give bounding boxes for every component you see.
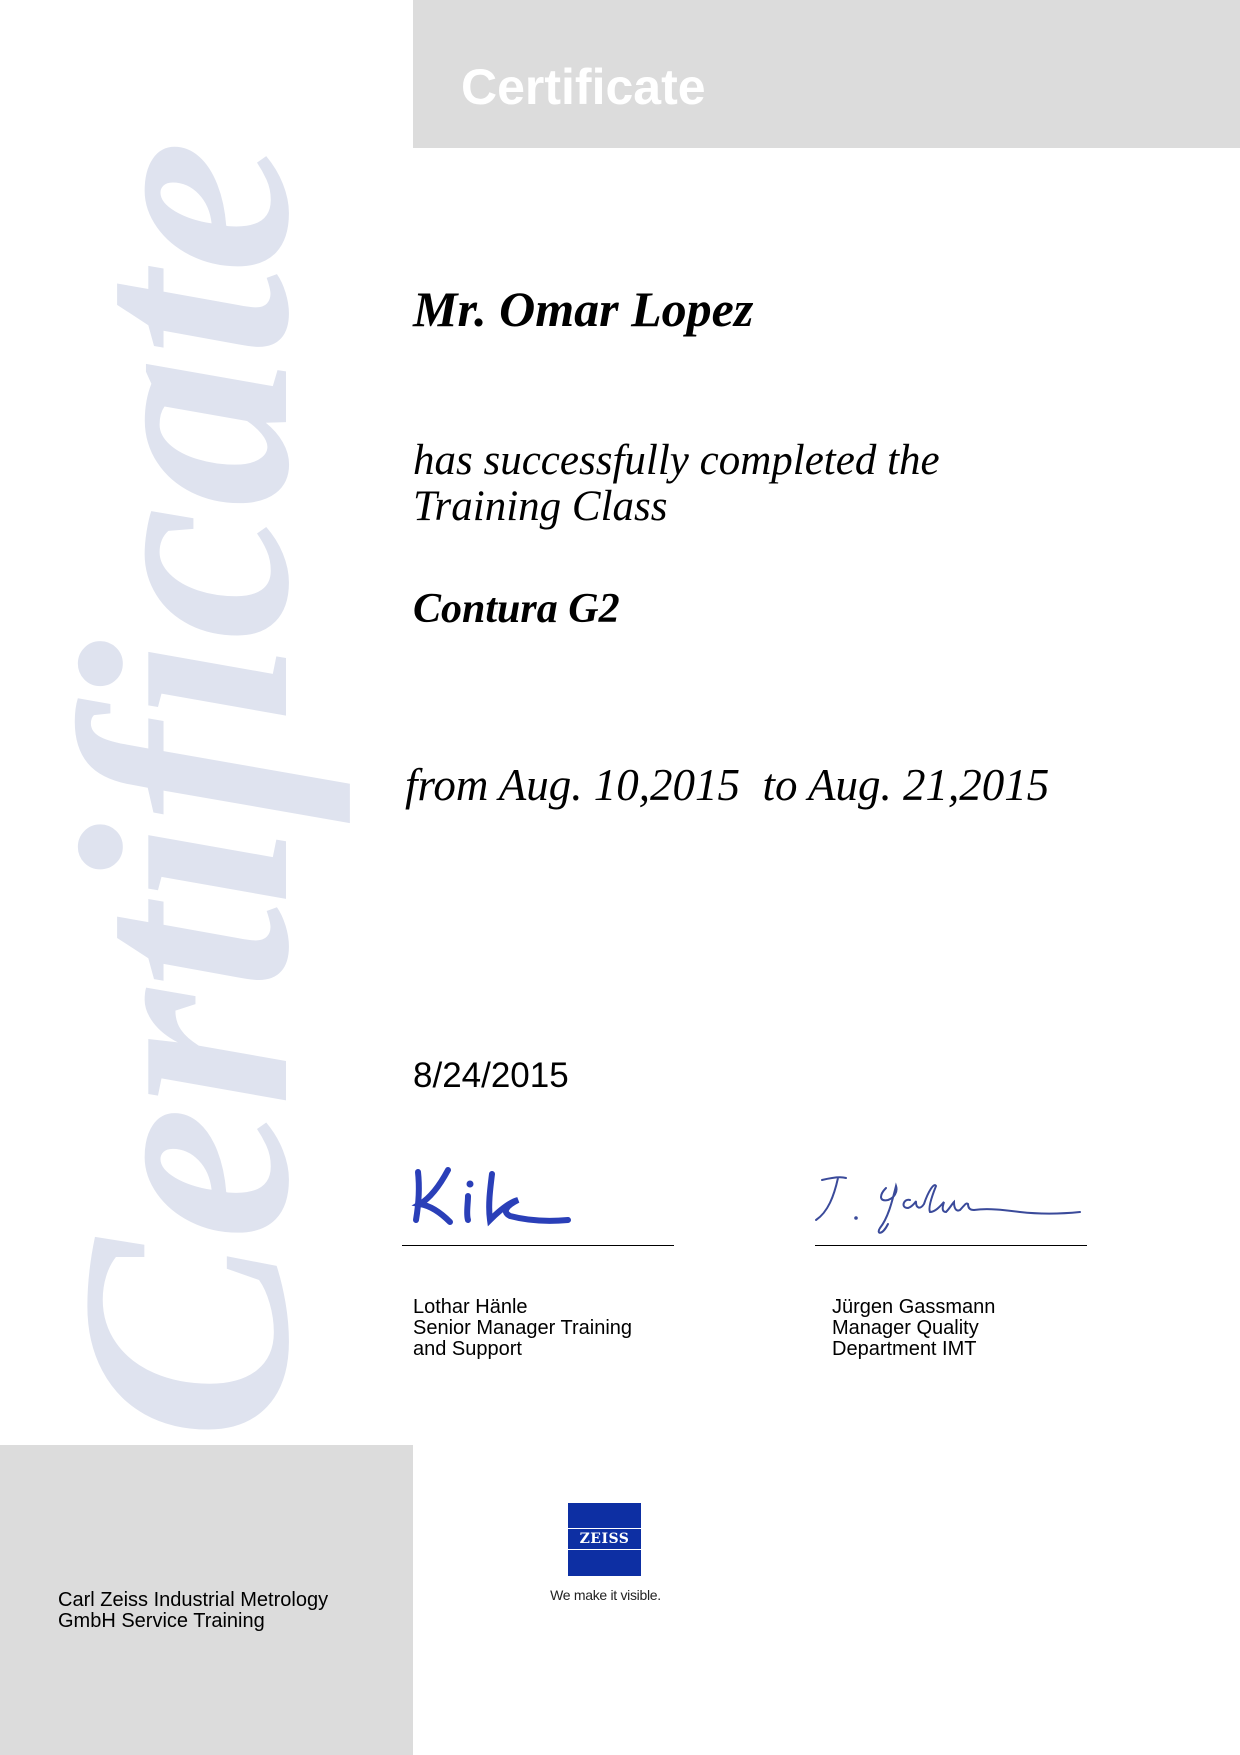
logo-brand-text: ZEISS: [568, 1528, 641, 1550]
course-name: Contura G2: [413, 586, 620, 632]
certificate-watermark: Certificate: [19, 140, 351, 1440]
signatory-title-line-2: Department IMT: [832, 1338, 977, 1360]
signature-line-left: [402, 1245, 674, 1246]
footer-band: [0, 1445, 413, 1755]
zeiss-logo: [568, 1503, 641, 1576]
issuer-company: [58, 1590, 328, 1632]
signatory-title-line-1: Senior Manager Training: [413, 1317, 633, 1339]
header-title: Certificate: [461, 59, 706, 115]
signatory-name: Lothar Hänle: [413, 1296, 528, 1318]
company-line-2: GmbH Service Training: [58, 1610, 265, 1632]
training-period: from Aug. 10,2015 to Aug. 21,2015: [405, 760, 1050, 810]
logo-tagline: We make it visible.: [550, 1587, 661, 1603]
statement-line-2: Training Class: [413, 483, 668, 530]
signatory-title-line-2: and Support: [413, 1338, 522, 1360]
signature-left: [410, 1160, 580, 1230]
statement-line-1: has successfully completed the: [413, 437, 940, 484]
signatory-left: [413, 1297, 632, 1360]
completion-statement: [413, 438, 940, 530]
signature-right: [808, 1172, 1088, 1242]
header-band: [413, 0, 1240, 148]
signature-line-right: [815, 1245, 1087, 1246]
recipient-name: Mr. Omar Lopez: [413, 281, 754, 337]
signatory-name: Jürgen Gassmann: [832, 1296, 996, 1318]
signatory-right: [832, 1297, 995, 1360]
company-line-1: Carl Zeiss Industrial Metrology: [58, 1589, 329, 1611]
issue-date: 8/24/2015: [413, 1056, 569, 1095]
signatory-title-line-1: Manager Quality: [832, 1317, 979, 1339]
